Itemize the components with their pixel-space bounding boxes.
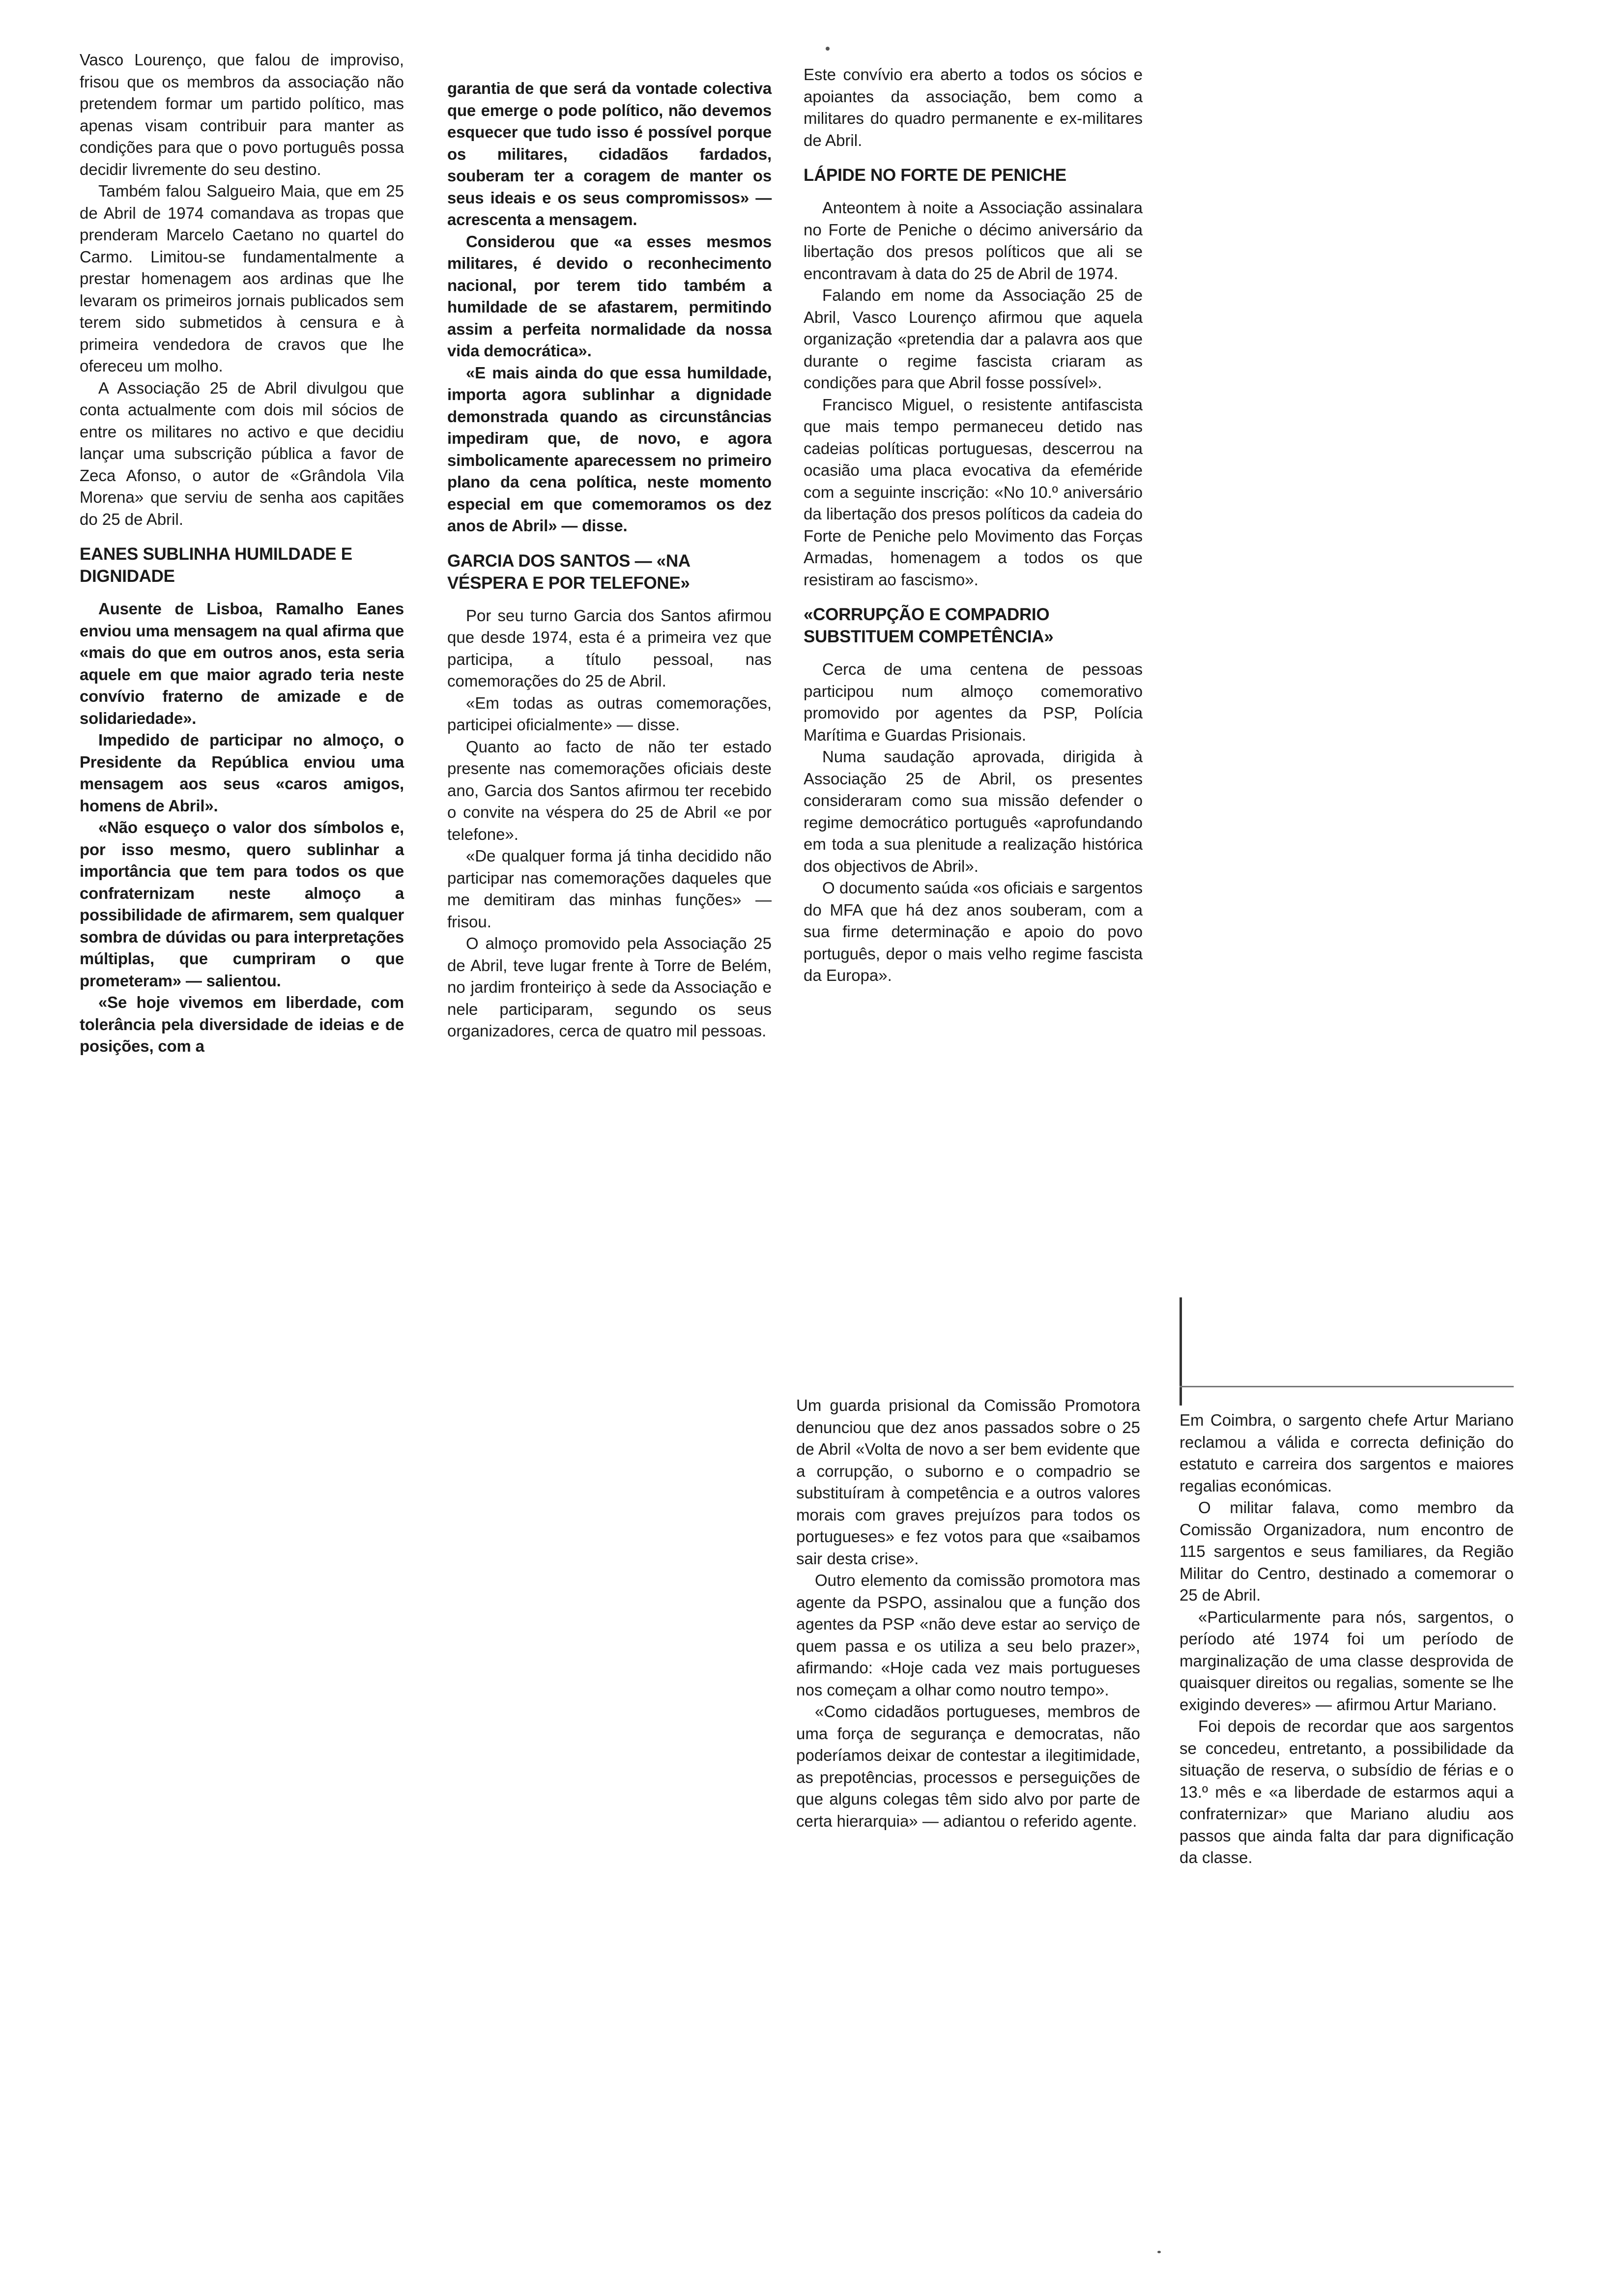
paragraph: O documento saúda «os oficiais e sargentos do MFA que há dez anos souberam, com a sua firme determinação e apoio do povo português, depor o mais velho regime fascista da Europa». xyxy=(804,879,1143,984)
paragraph: Impedido de participar no almoço, o Presidente da República enviou uma mensagem aos seus «caros amigos, homens de Abril». xyxy=(80,731,404,815)
paragraph: «De qualquer forma já tinha decidido não participar nas comemorações daqueles que me demitiram das minhas funções» — frisou. xyxy=(447,847,772,931)
section-heading: EANES SUBLINHA HUMILDADE E DIGNIDADE xyxy=(80,545,352,586)
clipping-edge-line xyxy=(1180,1386,1514,1387)
paragraph: Considerou que «a esses mesmos militares, é devido o reconhecimento nacional, por terem tido também a humildade de se afastarem, permitindo assim a perfeita normalidade da nossa vida democrática». xyxy=(447,232,772,360)
clipping-edge-line xyxy=(1180,1297,1182,1406)
paragraph: «Particularmente para nós, sargentos, o período até 1974 foi um período de marginalização de uma classe desprovida de quaisquer direitos ou regalias, somente se lhe exigindo deveres» — afirmou Artur Mariano. xyxy=(1180,1607,1514,1714)
article-column-1 xyxy=(80,49,404,1058)
paragraph: Por seu turno Garcia dos Santos afirmou que desde 1974, esta é a primeira vez que participa, a título pessoal, nas comemorações do 25 de Abril. xyxy=(447,606,772,690)
paragraph: garantia de que será da vontade colectiva que emerge o pode político, não devemos esquecer que tudo isso é possível porque os militares, cidadãos fardados, souberam ter a coragem de manter os seus ideais e os seus compromissos» — acrescenta a mensagem. xyxy=(447,79,772,229)
article-column-4 xyxy=(796,1395,1140,1832)
paragraph: Anteontem à noite a Associação assinalara no Forte de Peniche o décimo aniversário da libertação dos presos políticos que ali se encontravam à data do 25 de Abril de 1974. xyxy=(804,199,1143,283)
paragraph: «Se hoje vivemos em liberdade, com tolerância pela diversidade de ideias e de posições, com a xyxy=(80,993,404,1055)
paragraph: «Em todas as outras comemorações, participei oficialmente» — disse. xyxy=(447,693,772,734)
paragraph: Falando em nome da Associação 25 de Abril, Vasco Lourenço afirmou que aquela organização «pretendia dar a palavra aos que durante o regime fascista criaram as condições para que Abril fosse possível». xyxy=(804,286,1143,392)
paragraph: «Não esqueço o valor dos símbolos e, por isso mesmo, quero sublinhar a importância que tem para todos os que confraternizam neste almoço a possibilidade de afirmarem, sem qualquer sombra de dúvidas ou para interpretações múltiplas, que cumpriram o que prometeram» — salientou. xyxy=(80,818,404,990)
paragraph: O almoço promovido pela Associação 25 de Abril, teve lugar frente à Torre de Belém, no jardim fronteiriço à sede da Associação e nele participaram, segundo os seus organizadores, cerca de quatro mil pessoas. xyxy=(447,934,772,1040)
paragraph: Foi depois de recordar que aos sargentos se concedeu, entretanto, a possibilidade da situação de reserva, o subsídio de férias e o 13.º mês e «a liberdade de estarmos aqui a confraternizar» que Mariano aludiu aos passos que ainda falta dar para dignificação da classe. xyxy=(1180,1717,1514,1866)
article-column-3 xyxy=(804,64,1143,987)
paragraph: Também falou Salgueiro Maia, que em 25 de Abril de 1974 comandava as tropas que prenderam Marcelo Caetano no quartel do Carmo. Limitou-se fundamentalmente a prestar homenagem aos ardinas que lhe levaram os primeiros jornais publicados sem terem sido submetidos à censura e à primeira vendedora de cravos que lhe ofereceu um molho. xyxy=(80,182,404,375)
paragraph: «Como cidadãos portugueses, membros de uma força de segurança e democratas, não poderíamos deixar de contestar a ilegitimidade, as prepotências, processos e perseguições de que alguns colegas têm sido alvo por parte de certa hierarquia» — adiantou o referido agente. xyxy=(796,1702,1140,1830)
section-heading: «CORRUPÇÃO E COMPADRIO SUBSTITUEM COMPETÊNCIA» xyxy=(804,605,1054,646)
paragraph: Ausente de Lisboa, Ramalho Eanes enviou uma mensagem na qual afirma que «mais do que em outros anos, esta seria aquele em que maior agrado teria neste convívio fraterno de amizade e de solidariedade». xyxy=(80,600,404,727)
scan-speck xyxy=(1157,2251,1161,2253)
paragraph: Em Coimbra, o sargento chefe Artur Mariano reclamou a válida e correcta definição do estatuto e carreira dos sargentos e maiores regalias económicas. xyxy=(1180,1411,1514,1495)
paragraph: Este convívio era aberto a todos os sócios e apoiantes da associação, bem como a militares do quadro permanente e ex-militares de Abril. xyxy=(804,65,1143,149)
paragraph: O militar falava, como membro da Comissão Organizadora, num encontro de 115 sargentos e seus familiares, da Região Militar do Centro, destinado a comemorar o 25 de Abril. xyxy=(1180,1498,1514,1604)
paragraph: A Associação 25 de Abril divulgou que conta actualmente com dois mil sócios de entre os militares no activo e que decidiu lançar uma subscrição pública a favor de Zeca Afonso, o autor de «Grândola Vila Morena» que serviu de senha aos capitães do 25 de Abril. xyxy=(80,378,404,528)
paragraph: Numa saudação aprovada, dirigida à Associação 25 de Abril, os presentes consideraram como sua missão defender o regime democrático português «aprofundando em toda a sua plenitude a realização histórica dos objectivos de Abril». xyxy=(804,747,1143,875)
section-heading: LÁPIDE NO FORTE DE PENICHE xyxy=(804,166,1066,185)
paragraph: Quanto ao facto de não ter estado presente nas comemorações oficiais deste ano, Garcia dos Santos afirmou ter recebido o convite na véspera do 25 de Abril «e por telefone». xyxy=(447,737,772,843)
paragraph: «E mais ainda do que essa humildade, importa agora sublinhar a dignidade demonstrada quando as circunstâncias impediram que, de novo, e agora simbolicamente aparecessem no primeiro plano da cena política, neste momento especial em que comemoramos os dez anos de Abril» — disse. xyxy=(447,363,772,535)
scan-speck xyxy=(826,47,830,51)
paragraph: Um guarda prisional da Comissão Promotora denunciou que dez anos passados sobre o 25 de Abril «Volta de novo a ser bem evidente que a corrupção, o suborno e o compadrio se substituíram à competência e a outros valores morais com graves prejuízos para todos os portugueses» e fez votos para que «saibamos sair desta crise». xyxy=(796,1396,1140,1568)
paragraph: Cerca de uma centena de pessoas participou num almoço comemorativo promovido por agentes da PSP, Polícia Marítima e Guardas Prisionais. xyxy=(804,660,1143,744)
article-column-5 xyxy=(1180,1409,1514,1869)
paragraph: Outro elemento da comissão promotora mas agente da PSPO, assinalou que a função dos agentes da PSP «não deve estar ao serviço de quem passa e os utiliza a seu belo prazer», afirmando: «Hoje cada vez mais portugueses nos começam a olhar como noutro tempo». xyxy=(796,1571,1140,1699)
article-column-2 xyxy=(447,78,772,1042)
section-heading: GARCIA DOS SANTOS — «NA VÉSPERA E POR TELEFONE» xyxy=(447,551,690,593)
paragraph: Francisco Miguel, o resistente antifascista que mais tempo permaneceu detido nas cadeias políticas portuguesas, descerrou na ocasião uma placa evocativa da efeméride com a seguinte inscrição: «No 10.º aniversário da libertação dos presos políticos da cadeia do Forte de Peniche pelo Movimento das Forças Armadas, homenagem a todos os que resistiram ao fascismo». xyxy=(804,395,1143,589)
paragraph: Vasco Lourenço, que falou de improviso, frisou que os membros da associação não pretendem formar um partido político, mas apenas visam contribuir para manter as condições para que o povo português possa decidir livremente do seu destino. xyxy=(80,51,404,178)
